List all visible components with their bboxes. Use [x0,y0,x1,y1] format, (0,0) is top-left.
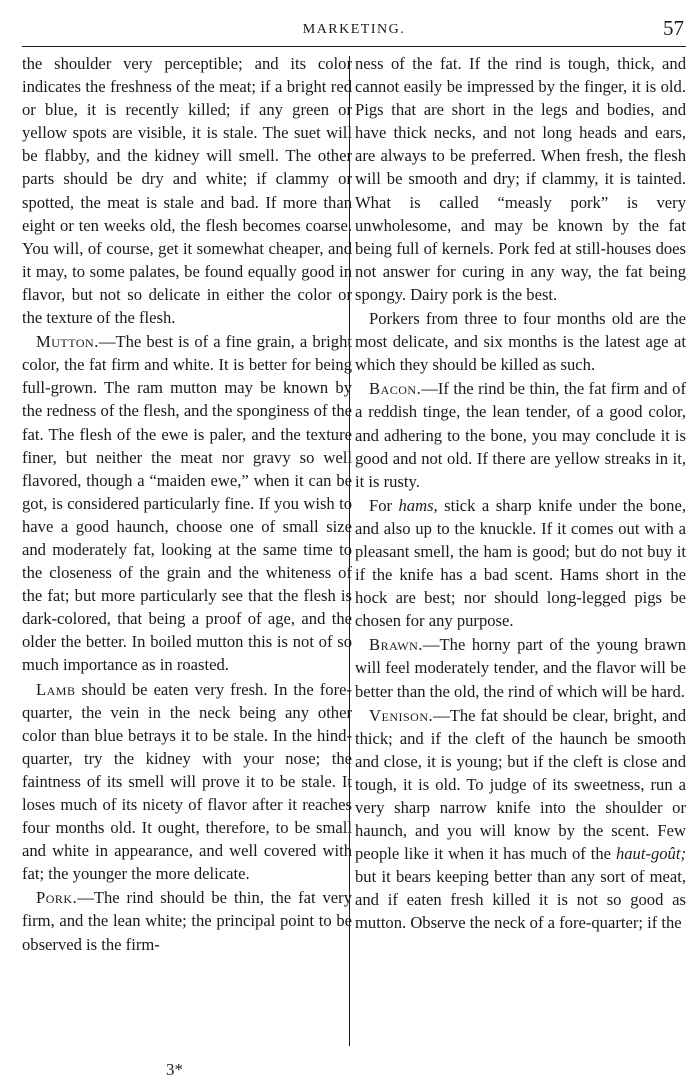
paragraph-pork [22,886,352,955]
hams-text: stick a sharp knife under the bone, and also up to the knuckle. If it comes out with a pleasant smell, the ham is good; but do not buy it if the knife has a bad scent. Hams short in the hock are best; nor should long-legged pigs be chosen for any purpose. [355,495,686,631]
lamb-text: should be eaten very fresh. In the fore-quarter, the vein in the neck being any other color than blue betrays it to be stale. In the hind-quarter, try the kidney with your nose; the faintness of its smell will prove it to be stale. It loses much of its nicety of flavor after it reaches four months old. It ought, therefore, to be small and white in appearance, and well covered with fat; the younger the more delicate. [22,679,352,884]
signature-mark: 3* [166,1060,183,1079]
column-divider [349,56,350,1046]
paragraph-pork-continued: ness of the fat. If the rind is tough, thick, and cannot easily be impressed by the finger, it is old. Pigs that are short in the legs and bodies, and have thick necks, and not long heads and ears, are always to be preferred. When fresh, the flesh will be smooth and dry; if clammy, it is tainted. What is called “measly pork” is very unwholesome, and may be known by the fat being full of kernels. Pork fed at still-houses does not answer for curing in any way, the fat being spongy. Dairy pork is the best. [355,54,686,304]
paragraph-brawn [355,633,686,702]
venison-italic-term: haut-goût; [615,844,686,864]
venison-text-tail: but it bears keeping better than any sort of meat, and if eaten fresh killed it is not so good as mutton. Observe the neck of a fore-quarter; if the [355,867,686,933]
paragraph-mutton [22,330,352,676]
section-head-lamb: Lamb [36,679,76,699]
page-header [22,18,686,48]
section-head-pork: Pork. [36,888,78,908]
paragraph-porkers: Porkers from three to four months old are the most delicate, and six months is the latest age at which they should be killed as such. [355,309,686,375]
paragraph-venison [355,704,686,935]
section-head-bacon: Bacon. [369,379,422,399]
mutton-text: —The best is of a fine grain, a bright color, the fat firm and white. It is better for being full-grown. The ram mutton may be known by the redness of the flesh, and the sponginess of the fat. The flesh of the ewe is paler, and the texture finer, but neither the meat nor gravy so well flavored, though a “maiden ewe,” when it can be got, is considered particularly fine. If you wish to have a good haunch, choose one of small size and moderately fat, looking at the same time to the closeness of the grain and the whiteness of the fat; but more particularly see that the flesh is dark-colored, that being a proof of age, and the older the better. In boiled mutton this is not of so much importance as in roasted. [22,332,352,675]
bacon-text: —If the rind be thin, the fat firm and of a reddish tinge, the lean tender, of a good color, and adhering to the bone, you may conclude it is good and not old. If there are yellow streaks in it, it is rusty. [355,379,686,491]
header-rule [22,46,686,47]
page-number: 57 [663,16,684,40]
hams-lead: For [369,495,399,515]
left-column [22,52,352,956]
brawn-text: —The horny part of the young brawn will feel moderately tender, and the flavor will be better than the old, the rind of which will be hard. [355,635,686,701]
venison-text: —The fat should be clear, bright, and thick; and if the cleft of the haunch be smooth and close, it is young; but if the cleft is close and tough, it is old. To judge of its sweetness, run a very sharp narrow knife into the shoulder or haunch, and you will know by the scent. Few people like it when it has much of the [355,705,686,864]
pork-text: —The rind should be thin, the fat very firm, and the lean white; the principal point to be observed is the firm- [22,888,352,954]
paragraph-hams [355,494,686,633]
paragraph-lamb [22,678,352,886]
section-head-mutton: Mutton. [36,332,99,352]
text-columns [22,52,686,1044]
section-head-brawn: Brawn. [369,635,423,655]
paragraph-veal-continued: the shoulder very perceptible; and its color indicates the freshness of the meat; if a bright red or blue, it is recently killed; if any green or yellow spots are visible, it is stale. The suet will be flabby, and the kidney will smell. The other parts should be dry and white; if clammy or spotted, the meat is stale and bad. If more than eight or ten weeks old, the flesh becomes coarse. You will, of course, get it somewhat cheaper, and it may, to some palates, be found equally good in flavor, but not so delicate in either the color or the texture of the flesh. [22,54,352,328]
paragraph-bacon [355,377,686,492]
hams-word: hams, [398,495,438,515]
section-head-venison: Venison. [369,705,434,725]
running-head: MARKETING. [302,22,406,37]
right-column [355,52,686,935]
